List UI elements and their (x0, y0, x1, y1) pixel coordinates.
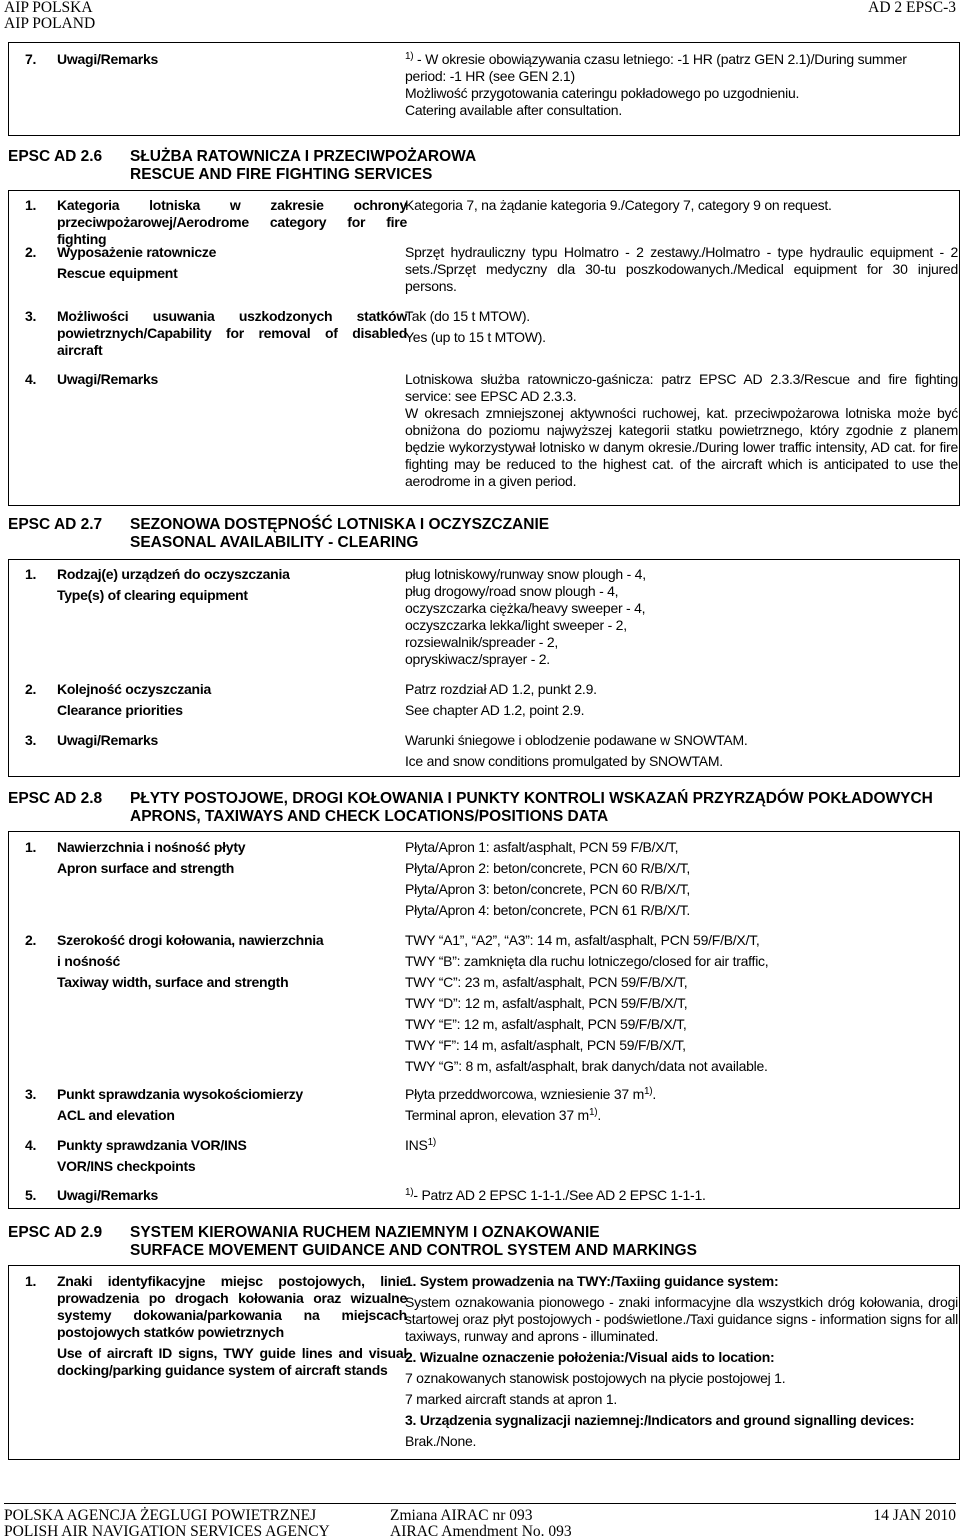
footer-date: 14 JAN 2010 (873, 1507, 956, 1524)
section-title: SEZONOWA DOSTĘPNOŚĆ LOTNISKA I OCZYSZCZANIE SEASONAL AVAILABILITY - CLEARING (130, 516, 550, 551)
list-item: opryskiwacz/sprayer - 2. (405, 651, 550, 667)
list-item: TWY “B”: zamknięta dla ruchu lotniczego/closed for air traffic, (405, 953, 769, 969)
page-header (4, 0, 956, 34)
list-item: Płyta/Apron 1: asfalt/asphalt, PCN 59 F/B/X/T, (405, 839, 679, 855)
list-item: oczyszczarka lekka/light sweeper - 2, (405, 617, 627, 633)
list-item: TWY “F”: 14 m, asfalt/asphalt, PCN 59/F/B/X/T, (405, 1037, 686, 1053)
list-item: TWY “E”: 12 m, asfalt/asphalt, PCN 59/F/B/X/T, (405, 1016, 687, 1032)
item-value: $^{1)}$ - W okresie obowiązywania czasu letniego: -1 HR (patrz GEN 2.1)/During summer period: -1 HR (see GEN 2.1) Możliwość przygotowania cateringu pokładowego po uzgodnieniu. Catering available after consultation. (405, 51, 907, 118)
item-label: Uwagi/Remarks (57, 51, 159, 67)
header-publication (4, 0, 95, 32)
list-item: Płyta/Apron 3: beton/concrete, PCN 60 R/B/X/T, (405, 881, 690, 897)
footer-agency: POLSKA AGENCJA ŻEGLUGI POWIETRZNEJ POLISH AIR NAVIGATION SERVICES AGENCY (4, 1507, 330, 1540)
list-item: TWY “A1”, “A2”, “A3”: 14 m, asfalt/asphalt, PCN 59/F/B/X/T, (405, 932, 760, 948)
list-item: pług drogowy/road snow plough - 4, (405, 583, 619, 599)
section-code: EPSC AD 2.8 (8, 790, 103, 807)
section-title: PŁYTY POSTOJOWE, DROGI KOŁOWANIA I PUNKTY KONTROLI WSKAZAŃ PRZYRZĄDÓW POKŁADOWYCH APRONS, TAXIWAYS AND CHECK LOCATIONS/POSITIONS DATA (130, 790, 933, 825)
list-item: Płyta/Apron 4: beton/concrete, PCN 61 R/B/X/T. (405, 902, 690, 918)
section-box-2-9: 1. Znaki identyfikacyjne miejsc postojowych, linie prowadzenia po drogach kołowania oraz wizualne systemy dokowania/parkowania na miejscach postojowych statków powietrznych Use of aircraft ID signs, TWY guide lines and visual docking/parking guidance system of aircraft stands 1. System prowadzenia na TWY:/Taxiing guidance system: System oznakowania pionowego - znaki informacyjne dla wszystkich dróg kołowania, drogi startowej oraz płyt postojowych - podświetlone./Taxi guidance signs - information signs for all taxiways, runway and aprons - illuminated. 2. Wizualne oznaczenie położenia:/Visual aids to location: 7 oznakowanych stanowisk postojowych na płycie postojowej 1. 7 marked aircraft stands at apron 1. 3. Urządzenia sygnalizacji naziemnej:/Indicators and ground signalling devices: Brak./None. (8, 1265, 960, 1460)
section-title: SYSTEM KIEROWANIA RUCHEM NAZIEMNYM I OZNAKOWANIE SURFACE MOVEMENT GUIDANCE AND CONTROL SYSTEM AND MARKINGS (130, 1224, 697, 1259)
section-box-2-7: 1. Rodzaj(e) urządzeń do oczyszczania Type(s) of clearing equipment pług lotniskowy/runway snow plough - 4, pług drogowy/road snow plough - 4, oczyszczarka ciężka/heavy sweeper - 4, oczyszczarka lekka/light sweeper - 2, rozsiewalnik/spreader - 2, opryskiwacz/sprayer - 2. 2. Kolejność oczyszczania Clearance priorities Patrz rozdział AD 1.2, punkt 2.9. See chapter AD 1.2, point 2.9. 3. Uwagi/Remarks Warunki śniegowe i oblodzenie podawane w SNOWTAM. Ice and snow conditions promulgated by SNOWTAM. (8, 559, 960, 777)
remarks-box-2-5 (8, 42, 960, 136)
item-number: 7. (25, 51, 37, 67)
section-box-2-6: 1. Kategoria lotniska w zakresie ochrony przeciwpożarowej/Aerodrome category for fire fighting Kategoria 7, na żądanie kategoria 9./Category 7, category 9 on request. 2. Wyposażenie ratownicze Rescue equipment Sprzęt hydrauliczny typu Holmatro - 2 zestawy./Holmatro - type hydraulic equipment - 2 sets./Sprzęt medyczny dla 30-tu poszkodowanych./Medical equipment for 30 injured persons. 3. Możliwości usuwania uszkodzonych statków powietrznych/Capability for removal of disabled aircraft Tak (do 15 t MTOW). Yes (up to 15 t MTOW). 4. Uwagi/Remarks Lotniskowa służba ratowniczo-gaśnicza: patrz EPSC AD 2.3.3/Rescue and fire fighting service: see EPSC AD 2.3.3. W okresach zmniejszonej aktywności ruchowej, kat. przeciwpożarowa lotniska może być obniżona do poziomu najwyższej kategorii statku powietrznego, który zgodnie z planem będzie wykorzystywał lotnisko w danym okresie./During lower traffic intensity, AD cat. for fire fighting may be reduced to the highest cat. of the aircraft which is anticipated to use the aerodrome in a given period. (8, 190, 960, 506)
list-item: TWY “C”: 23 m, asfalt/asphalt, PCN 59/F/B/X/T, (405, 974, 688, 990)
header-page-ref: AD 2 EPSC-3 (868, 0, 956, 16)
section-code: EPSC AD 2.7 (8, 516, 103, 533)
list-item: oczyszczarka ciężka/heavy sweeper - 4, (405, 600, 646, 616)
footer-amendment: Zmiana AIRAC nr 093 AIRAC Amendment No. 093 (390, 1507, 572, 1540)
list-item: TWY “G”: 8 m, asfalt/asphalt, brak danych/data not available. (405, 1058, 768, 1074)
section-code: EPSC AD 2.9 (8, 1224, 103, 1241)
header-en: AIP POLAND (4, 15, 96, 32)
section-code: EPSC AD 2.6 (8, 148, 103, 165)
taxiway-list (405, 932, 958, 1075)
list-item: pług lotniskowy/runway snow plough - 4, (405, 566, 646, 582)
list-item: Płyta/Apron 2: beton/concrete, PCN 60 R/B/X/T, (405, 860, 690, 876)
apron-list (405, 839, 958, 919)
section-title: SŁUŻBA RATOWNICZA I PRZECIWPOŻAROWA RESCUE AND FIRE FIGHTING SERVICES (130, 148, 477, 183)
page-footer (4, 1508, 956, 1540)
list-item: rozsiewalnik/spreader - 2, (405, 634, 559, 650)
section-box-2-8: 1. Nawierzchnia i nośność płyty Apron surface and strength Płyta/Apron 1: asfalt/asphalt, PCN 59 F/B/X/T, Płyta/Apron 2: beton/concrete, PCN 60 R/B/X/T, Płyta/Apron 3: beton/concrete, PCN 60 R/B/X/T, Płyta/Apron 4: beton/concrete, PCN 61 R/B/X/T. 2. Szerokość drogi kołowania, nawierzchnia i nośność Taxiway width, surface and strength TWY “A1”, “A2”, “A3”: 14 m, asfalt/asphalt, PCN 59/F/B/X/T, TWY “B”: zamknięta dla ruchu lotniczego/closed for air traffic, TWY “C”: 23 m, asfalt/asphalt, PCN 59/F/B/X/T, TWY “D”: 12 m, asfalt/asphalt, PCN 59/F/B/X/T, TWY “E”: 12 m, asfalt/asphalt, PCN 59/F/B/X/T, TWY “F”: 14 m, asfalt/asphalt, PCN 59/F/B/X/T, TWY “G”: 8 m, asfalt/asphalt, brak danych/data not available. 3. Punkt sprawdzania wysokościomierzy ACL and elevation Płyta przeddworcowa, wzniesienie 37 $m^{1)}$. Terminal apron, elevation 37 $m^{1)}$. 4. Punkty sprawdzania VOR/INS VOR/INS checkpoints INS$^{1)}$ 5. Uwagi/Remarks $^{1)}$- Patrz AD 2 EPSC 1-1-1./See AD 2 EPSC 1-1-1. (8, 831, 960, 1209)
header-pl: AIP POLSKA (4, 0, 93, 16)
footer-divider (4, 1503, 956, 1504)
list-item: TWY “D”: 12 m, asfalt/asphalt, PCN 59/F/B/X/T, (405, 995, 688, 1011)
clearing-equipment-list (405, 566, 958, 668)
